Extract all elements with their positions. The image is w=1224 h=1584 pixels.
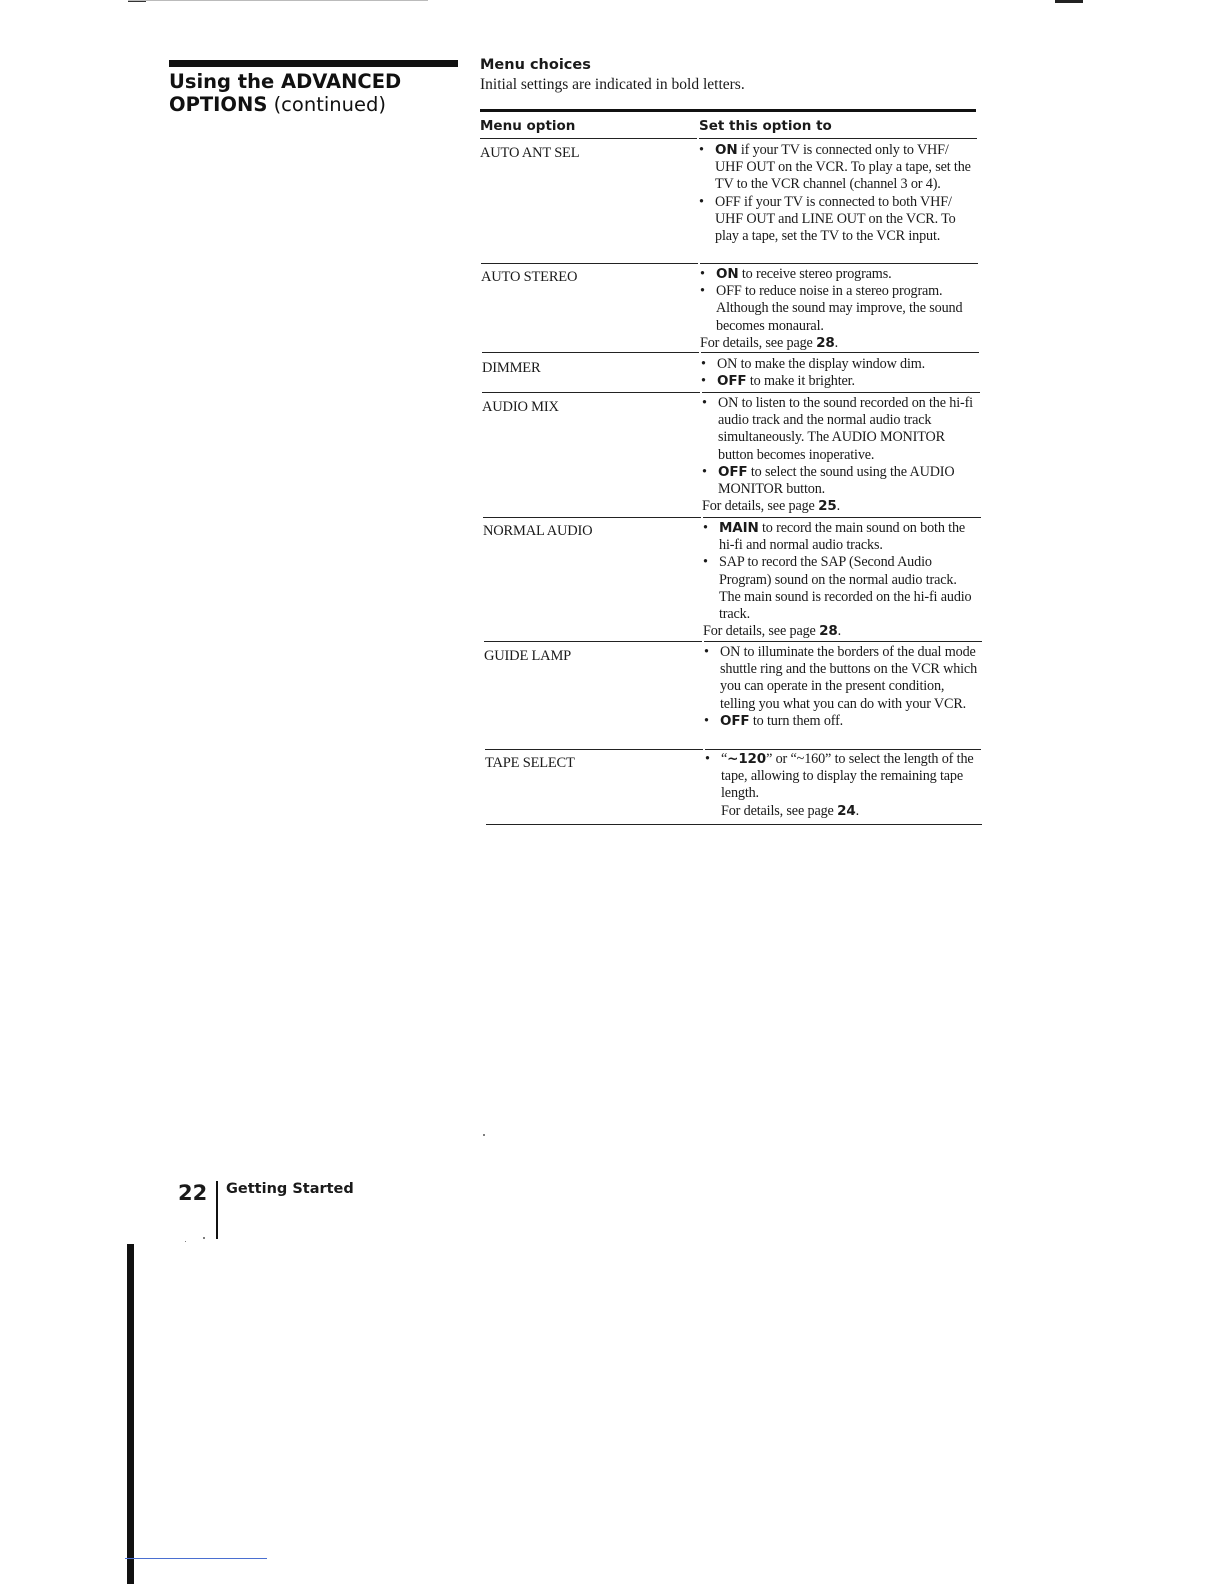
- choice-item: [705, 751, 981, 803]
- choice-list: [705, 751, 981, 803]
- row-rule-right: [702, 392, 980, 393]
- choice-default-value: OFF: [717, 373, 747, 390]
- choice-list: [703, 520, 981, 623]
- choice-default-value: OFF: [718, 463, 748, 480]
- details-reference: [705, 803, 981, 820]
- choice-item: [702, 395, 980, 464]
- choice-text: to receive stereo programs.: [738, 266, 892, 282]
- details-end: .: [836, 498, 840, 515]
- option-description: [705, 751, 981, 820]
- choice-list: [700, 266, 978, 335]
- details-page-number: 25: [818, 498, 837, 515]
- menu-option-audio-mix: AUDIO MIX: [482, 399, 559, 415]
- intro-text: Initial settings are indicated in bold letters.: [480, 76, 745, 93]
- row-rule-left: [485, 749, 703, 750]
- choice-list: [704, 644, 982, 730]
- row-rule-right: [704, 641, 982, 642]
- option-description: [703, 520, 981, 640]
- row-rule-right: [705, 749, 981, 750]
- choice-item: [703, 554, 981, 623]
- row-rule-left: [481, 263, 698, 264]
- choice-default-value: ~120: [727, 751, 767, 767]
- scan-rule-top: [128, 0, 428, 1]
- scan-speck: [203, 1237, 205, 1239]
- details-end: .: [855, 802, 859, 819]
- page-number: 22: [178, 1181, 208, 1205]
- choice-item: [703, 520, 981, 554]
- details-page-number: 24: [837, 802, 856, 819]
- choice-list: [699, 142, 977, 245]
- header-menu-option: Menu option: [480, 118, 576, 134]
- row-rule-right: [699, 138, 977, 139]
- scan-mark-top-right: [1055, 0, 1083, 3]
- menu-option-auto-ant-sel: AUTO ANT SEL: [480, 145, 580, 161]
- details-page-number: 28: [819, 623, 838, 640]
- details-text: For details, see page: [700, 334, 817, 351]
- choice-item: [700, 283, 978, 335]
- choice-text: SAP to record the SAP (Second Audio Program) sound on the normal audio track. The main sound is recorded on the hi-fi audio track.: [719, 554, 972, 623]
- choice-default-value: ON: [715, 142, 738, 158]
- choice-text: OFF if your TV is connected to both VHF/ UHF OUT and LINE OUT on the VCR. To play a tape, set the TV to the VCR input.: [715, 193, 956, 245]
- choice-text: OFF to reduce noise in a stereo program. Although the sound may improve, the sound becomes monaural.: [716, 283, 963, 334]
- choice-text: ON to illuminate the borders of the dual mode shuttle ring and the buttons on the VCR which you can operate in the present condition, telling you what you can do with your VCR.: [720, 644, 978, 712]
- choice-prefix: “: [721, 751, 728, 767]
- choice-text: to select the sound using the AUDIO MONITOR button.: [718, 463, 955, 498]
- details-page-number: 28: [816, 334, 835, 351]
- scan-speck: [185, 1241, 186, 1242]
- details-reference: [703, 623, 981, 640]
- details-text: For details, see page: [721, 802, 838, 819]
- table-top-rule: [480, 109, 976, 112]
- choice-default-value: ON: [716, 266, 739, 282]
- row-rule-left: [482, 392, 700, 393]
- section-title-bold: Using the ADVANCED OPTIONS: [169, 70, 402, 116]
- details-end: .: [837, 623, 841, 640]
- choice-item: [699, 194, 977, 246]
- choice-text: ON to listen to the sound recorded on the hi-fi audio track and the normal audio track simultaneously. The AUDIO MONITOR button becomes inoperative.: [718, 395, 973, 463]
- choice-text: if your TV is connected only to VHF/ UHF OUT on the VCR. To play a tape, set the TV to the VCR channel (channel 3 or 4).: [715, 142, 971, 193]
- choice-list: [701, 356, 979, 390]
- choice-text: to record the main sound on both the hi-fi and normal audio tracks.: [719, 520, 966, 554]
- choice-default-value: OFF: [720, 712, 750, 729]
- choice-default-value: MAIN: [719, 520, 759, 536]
- footer-chapter: Getting Started: [226, 1181, 354, 1197]
- menu-option-auto-stereo: AUTO STEREO: [481, 269, 578, 285]
- choice-text: ON to make the display window dim.: [717, 356, 926, 372]
- option-description: [700, 266, 978, 352]
- scan-line-bottom: [125, 1558, 267, 1559]
- details-text: For details, see page: [703, 623, 820, 640]
- row-rule-right: [703, 517, 981, 518]
- choice-item: [701, 373, 979, 390]
- scan-speck: [483, 1134, 485, 1136]
- row-rule-left: [480, 138, 697, 139]
- choice-text: to make it brighter.: [746, 373, 855, 390]
- option-description: [699, 142, 977, 245]
- details-text: For details, see page: [702, 498, 819, 515]
- choice-text: ” or “~160” to select the length of the tape, allowing to display the remaining tape length.: [721, 751, 974, 802]
- option-description: [702, 395, 980, 515]
- choice-text: to turn them off.: [749, 712, 844, 729]
- choice-item: [700, 266, 978, 283]
- section-title-bar: [169, 60, 458, 67]
- details-end: .: [834, 334, 838, 351]
- menu-option-dimmer: DIMMER: [482, 360, 541, 376]
- option-description: [701, 356, 979, 390]
- menu-option-normal-audio: NORMAL AUDIO: [483, 523, 593, 539]
- section-title-suffix: (continued): [273, 93, 386, 116]
- choice-list: [702, 395, 980, 498]
- option-description: [704, 644, 982, 730]
- section-title: [169, 70, 469, 116]
- menu-option-tape-select: TAPE SELECT: [485, 755, 575, 771]
- row-rule-left: [483, 517, 701, 518]
- row-rule-left: [482, 352, 699, 353]
- row-rule-right: [700, 263, 978, 264]
- details-reference: [702, 498, 980, 515]
- menu-choices-heading: Menu choices: [480, 57, 591, 73]
- footer-rule: [216, 1181, 218, 1239]
- row-rule-left: [484, 641, 702, 642]
- row-rule-right: [701, 352, 979, 353]
- scan-binding-bar: [127, 1244, 134, 1584]
- choice-item: [704, 713, 982, 730]
- header-set-option: Set this option to: [699, 118, 832, 134]
- menu-option-guide-lamp: GUIDE LAMP: [484, 648, 572, 664]
- details-reference: [700, 335, 978, 352]
- choice-item: [702, 464, 980, 498]
- table-bottom-rule: [486, 824, 982, 825]
- choice-item: [704, 644, 982, 713]
- choice-item: [699, 142, 977, 194]
- choice-item: [701, 356, 979, 373]
